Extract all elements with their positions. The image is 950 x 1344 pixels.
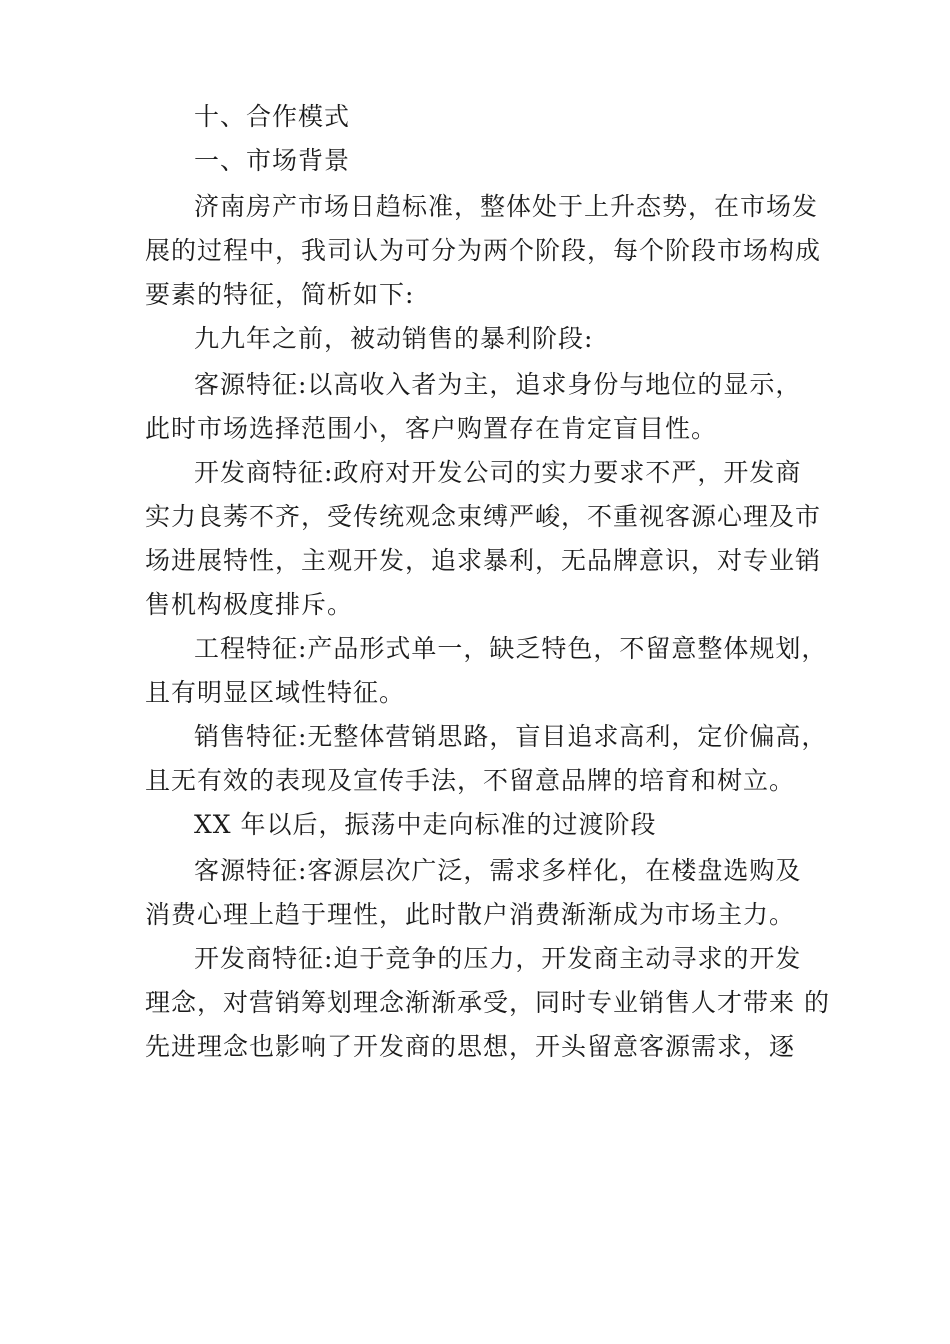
paragraph-line: 先进理念也影响了开发商的思想，开头留意客源需求，逐 [145, 1032, 796, 1061]
paragraph-line: 销售特征:无整体营销思路，盲目追求高利，定价偏高， [194, 722, 828, 751]
paragraph-line: 九九年之前，被动销售的暴利阶段: [194, 324, 594, 353]
paragraph-line: 工程特征:产品形式单一，缺乏特色，不留意整体规划， [194, 634, 828, 663]
paragraph-line: 济南房产市场日趋标准，整体处于上升态势，在市场发 [194, 192, 819, 221]
paragraph-line: 开发商特征:政府对开发公司的实力要求不严，开发商 [194, 458, 802, 487]
paragraph-line: 此时市场选择范围小，客户购置存在肯定盲目性。 [145, 414, 718, 443]
paragraph-line: 客源特征:以高收入者为主，追求身份与地位的显示， [194, 370, 802, 399]
paragraph-line: 开发商特征:迫于竞争的压力，开发商主动寻求的开发 [194, 944, 802, 973]
paragraph-line: 展的过程中，我司认为可分为两个阶段，每个阶段市场构成 [145, 236, 822, 265]
paragraph-line: 理念，对营销筹划理念渐渐承受，同时专业销售人才带来 的 [145, 988, 830, 1017]
heading-cooperation-mode: 十、合作模式 [194, 102, 351, 131]
paragraph-line: 且无有效的表现及宣传手法，不留意品牌的培育和树立。 [145, 766, 796, 795]
paragraph-line: 场进展特性，主观开发，追求暴利，无品牌意识，对专业销 [145, 546, 822, 575]
paragraph-line: 客源特征:客源层次广泛，需求多样化，在楼盘选购及 [194, 856, 802, 885]
paragraph-line: 要素的特征，简析如下: [145, 280, 415, 309]
paragraph-line: 售机构极度排斥。 [145, 590, 354, 619]
heading-market-background: 一、市场背景 [194, 146, 351, 175]
paragraph-line: XX 年以后，振荡中走向标准的过渡阶段 [194, 810, 657, 839]
paragraph-line: 消费心理上趋于理性，此时散户消费渐渐成为市场主力。 [145, 900, 796, 929]
paragraph-line: 实力良莠不齐，受传统观念束缚严峻，不重视客源心理及市 [145, 502, 822, 531]
paragraph-line: 且有明显区域性特征。 [145, 678, 406, 707]
